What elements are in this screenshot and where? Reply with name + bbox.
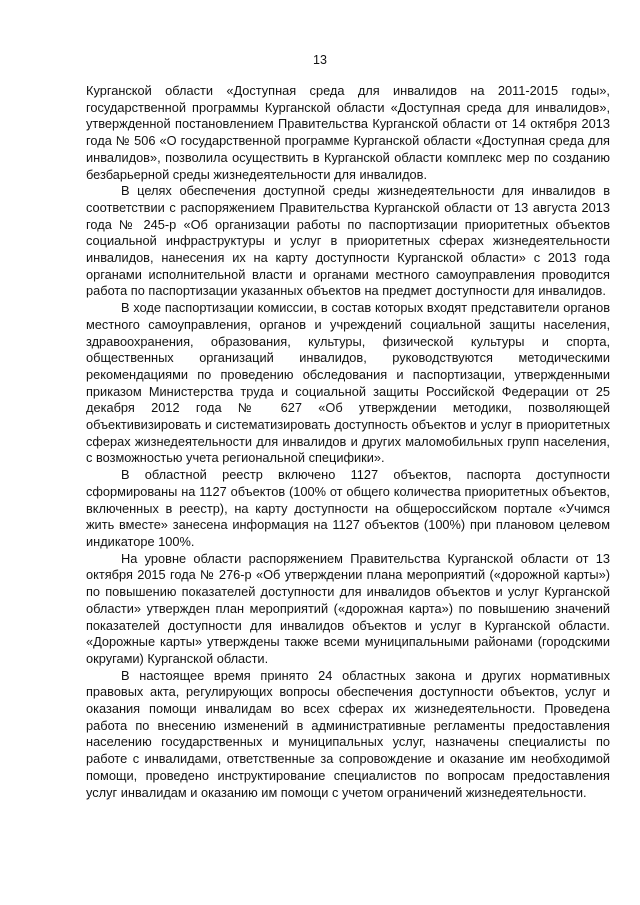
paragraph-registry: В областной реестр включено 1127 объектов, паспорта доступности сформированы на 1127 объектов (100% от общего количества приоритетных объектов, включенных в реестр), на карту доступности на общероссийском портале «Учимся жить вместе» занесена информация на 1127 объектов (100%) при плановом целевом индикаторе 100%. [86,467,610,549]
paragraph-roadmap: На уровне области распоряжением Правительства Курганской области от 13 октября 2015 года № 276-р «Об утверждении плана мероприятий («дорожной карты») по повышению показателей доступности для инвалидов объектов и услуг Курганской области» утвержден план мероприятий («дорожная карта») по повышению значений показателей доступности для инвалидов объектов и услуг в Курганской области. «Дорожные карты» утверждены также всеми муниципальными районами (городскими округами) Курганской области. [86,550,610,666]
paragraph-accessible-environment: В целях обеспечения доступной среды жизнедеятельности для инвалидов в соответствии с распоряжением Правительства Курганской области от 13 августа 2013 года № 245-р «Об организации работы по паспортизации приоритетных объектов социальной инфраструктуры и услуг в приоритетных сферах жизнедеятельности инвалидов, нанесения их на карту доступности Курганской области» с 2013 года органами исполнительной власти и органами местного самоуправления проводится работа по паспортизации указанных объектов на предмет доступности для инвалидов. [86,183,610,299]
page-number: 13 [313,53,327,67]
document-body [86,83,610,801]
paragraph-passportization: В ходе паспортизации комиссии, в состав которых входят представители органов местного самоуправления, органов и учреждений социальной защиты населения, здравоохранения, образования, культуры, физической культуры и спорта, общественных организаций инвалидов, руководствуются методическими рекомендациями по проведению обследования и паспортизации, утвержденными приказом Министерства труда и социальной защиты Российской Федерации от 25 декабря 2012 года № 627 «Об утверждении методики, позволяющей объективизировать и систематизировать доступность объектов и услуг в приоритетных сферах жизнедеятельности для инвалидов и других маломобильных групп населения, с возможностью учета региональной специфики». [86,300,610,466]
paragraph-continuation: Курганской области «Доступная среда для инвалидов на 2011-2015 годы», государственной программы Курганской области «Доступная среда для инвалидов», утвержденной постановлением Правительства Курганской области от 14 октября 2013 года № 506 «О государственной программе Курганской области «Доступная среда для инвалидов», позволила осуществить в Курганской области комплекс мер по созданию безбарьерной среды жизнедеятельности для инвалидов. [86,83,610,182]
paragraph-regulations: В настоящее время принято 24 областных закона и других нормативных правовых акта, регулирующих вопросы обеспечения доступности объектов, услуг и оказания помощи инвалидам во всех сферах их жизнедеятельности. Проведена работа по внесению изменений в административные регламенты предоставления населению государственных и муниципальных услуг, назначены специалисты по работе с инвалидами, ответственные за сопровождение и оказание им необходимой помощи, проведено инструктирование специалистов по вопросам предоставления услуг инвалидам и оказанию им помощи с учетом ограничений жизнедеятельности. [86,667,610,800]
